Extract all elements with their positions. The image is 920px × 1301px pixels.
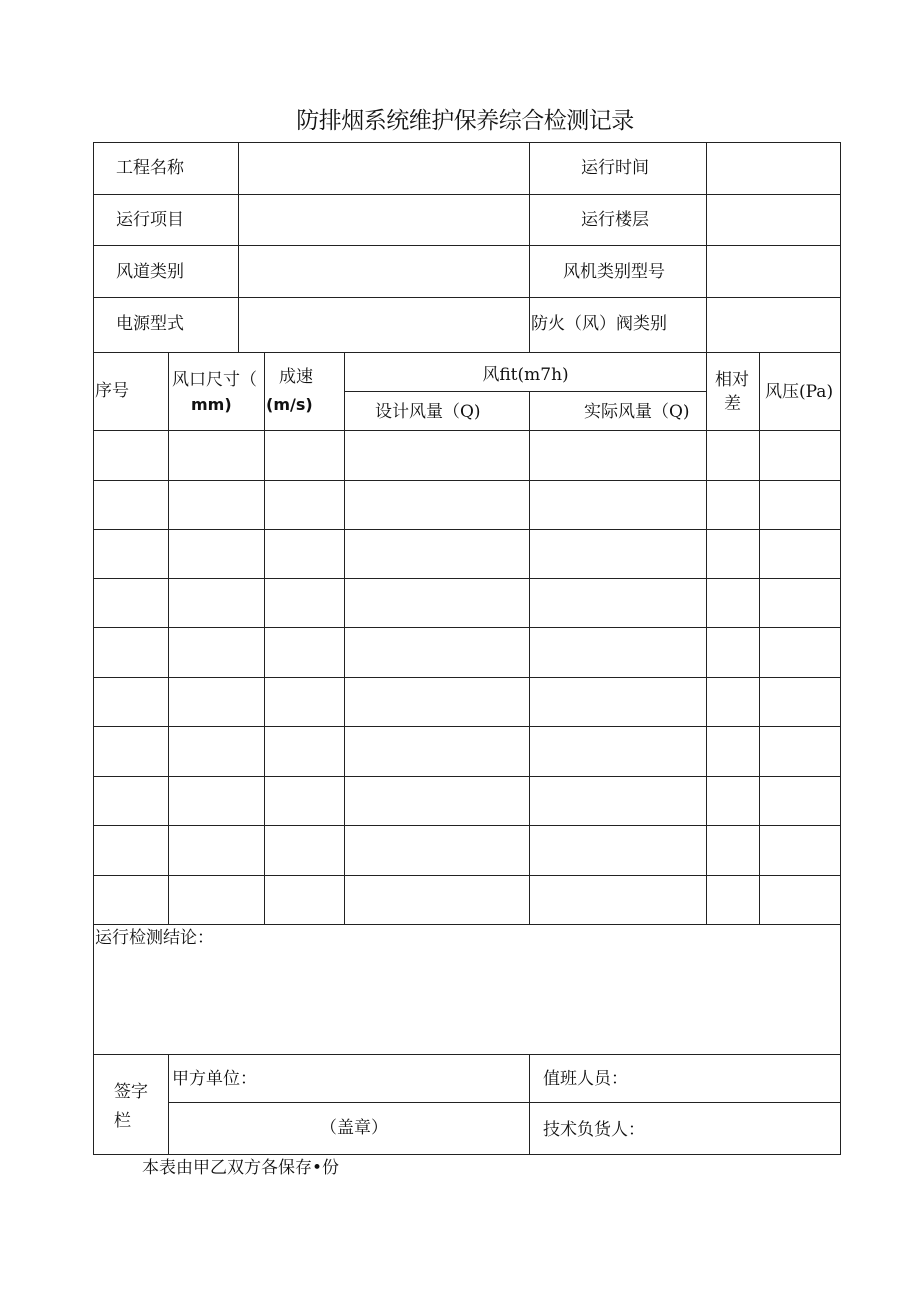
label-run-item: 运行项目 [116, 210, 184, 230]
seal-label: （盖章） [320, 1118, 388, 1138]
header-outlet-size-line1: 风口尺寸（ [172, 370, 257, 390]
on-duty-label: 值班人员： [543, 1069, 628, 1089]
header-seq: 序号 [95, 381, 129, 401]
document-title: 防排烟系统维护保养综合检测记录 [296, 108, 634, 134]
label-project-name: 工程名称 [116, 158, 184, 178]
tech-lead-label: 技术负货人： [543, 1120, 645, 1140]
label-run-time: 运行时间 [581, 158, 649, 178]
header-speed-line1: 成速 [279, 367, 313, 387]
header-actual-airflow: 实际风量（Q) [584, 402, 690, 422]
footer-note: 本表由甲乙双方各保存•份 [142, 1158, 340, 1178]
header-rel-diff-line1: 相对 [715, 370, 749, 390]
header-rel-diff-line2: 差 [724, 394, 741, 414]
header-speed-line2: (m/s) [266, 395, 313, 414]
label-run-floor: 运行楼层 [581, 210, 649, 230]
header-outlet-size-line2: mm) [191, 395, 232, 414]
party-a-label: 甲方单位： [172, 1069, 257, 1089]
header-design-airflow: 设计风量（Q) [375, 402, 481, 422]
label-fan-model: 风机类别型号 [563, 262, 665, 282]
label-valve-type: 防火（风）阀类别 [531, 314, 667, 334]
label-duct-type: 风道类别 [116, 262, 184, 282]
label-power-type: 电源型式 [116, 314, 184, 334]
header-airflow-group: 风fit(m7h) [482, 365, 569, 385]
conclusion-label: 运行检测结论： [95, 928, 214, 948]
header-pressure: 风压(Pa) [765, 382, 834, 402]
signature-label-line2: 栏 [114, 1111, 131, 1131]
signature-label-line1: 签字 [114, 1082, 148, 1102]
